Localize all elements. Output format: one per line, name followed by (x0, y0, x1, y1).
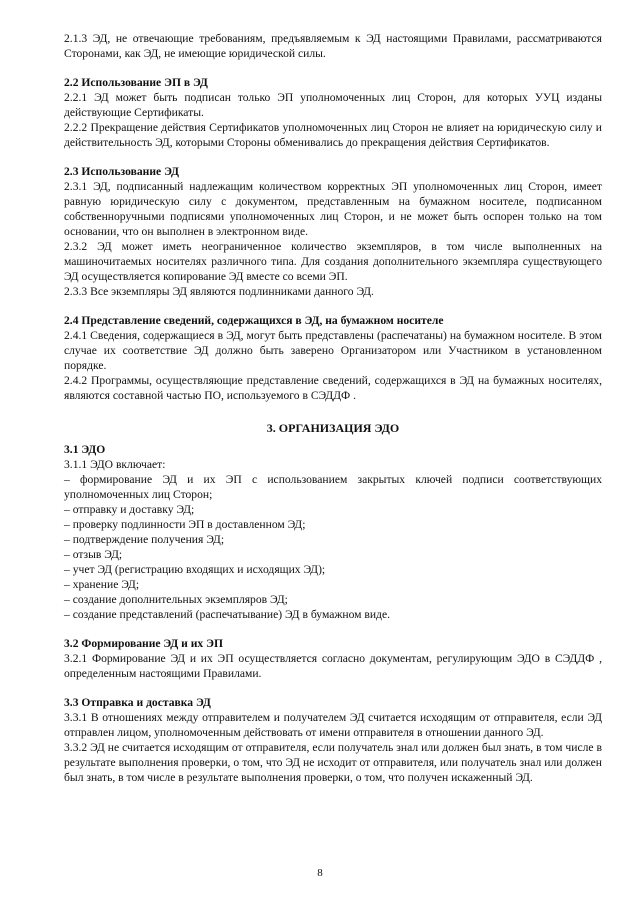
paragraph-2-3-2: 2.3.2 ЭД может иметь неограниченное количество экземпляров, в том числе выполненных на машиночитаемых носителях различного типа. Для создания дополнительного экземпляра существующего ЭД осуществляется копирование ЭД вместе со всеми ЭП. (64, 240, 602, 283)
paragraph-2-3-3: 2.3.3 Все экземпляры ЭД являются подлинниками данного ЭД. (64, 285, 374, 298)
list-item: – подтверждение получения ЭД; (64, 533, 225, 546)
paragraph-2-1-3: 2.1.3 ЭД, не отвечающие требованиям, предъявляемым к ЭД настоящими Правилами, рассматриваются Сторонами, как ЭД, не имеющие юридической силы. (64, 32, 602, 60)
page-number: 8 (317, 867, 323, 879)
list-item: – создание дополнительных экземпляров ЭД; (64, 593, 288, 606)
list-item: – проверку подлинности ЭП в доставленном ЭД; (64, 518, 306, 531)
list-item: – отзыв ЭД; (64, 548, 123, 561)
paragraph-3-1-1: 3.1.1 ЭДО включает: (64, 458, 166, 471)
section-2-2-title: 2.2 Использование ЭП в ЭД (64, 76, 208, 89)
list-item: – формирование ЭД и их ЭП с использованием закрытых ключей подписи соответствующих уполномоченных лиц Сторон; (64, 473, 602, 501)
section-3-2-title: 3.2 Формирование ЭД и их ЭП (64, 637, 224, 650)
page-content (64, 31, 602, 785)
section-3-1-title: 3.1 ЭДО (64, 443, 106, 456)
paragraph-2-4-2: 2.4.2 Программы, осуществляющие представление сведений, содержащихся в ЭД на бумажных носителях, являются составной частью ПО, используемого в СЭДДФ . (64, 374, 602, 402)
paragraph-2-2-1: 2.2.1 ЭД может быть подписан только ЭП уполномоченных лиц Сторон, для которых УУЦ изданы действующие Сертификаты. (64, 91, 602, 119)
list-item: – создание представлений (распечатывание) ЭД в бумажном виде. (64, 608, 390, 621)
list-item: – учет ЭД (регистрацию входящих и исходящих ЭД); (64, 563, 326, 576)
section-2-3-title: 2.3 Использование ЭД (64, 165, 179, 178)
chapter-3-title: 3. ОРГАНИЗАЦИЯ ЭДО (266, 421, 400, 435)
section-3-3-title: 3.3 Отправка и доставка ЭД (64, 696, 211, 709)
paragraph-2-2-2: 2.2.2 Прекращение действия Сертификатов уполномоченных лиц Сторон не влияет на юридическую силу и действительность ЭД, которыми Стороны обменивались до прекращения действия Сертификатов. (64, 121, 602, 149)
paragraph-3-3-2: 3.3.2 ЭД не считается исходящим от отправителя, если получатель знал или должен был знать, в том числе в результате выполнения проверки, о том, что ЭД не исходит от отправителя, или получатель знал или должен был знать, в том числе в результате выполнения проверки, о том, что получен искаженный ЭД. (64, 741, 602, 784)
list-item: – хранение ЭД; (64, 578, 140, 591)
paragraph-3-2-1: 3.2.1 Формирование ЭД и их ЭП осуществляется согласно документам, регулирующим ЭДО в СЭДДФ , определенным настоящими Правилами. (64, 652, 602, 680)
list-item: – отправку и доставку ЭД; (64, 503, 195, 516)
paragraph-2-3-1: 2.3.1 ЭД, подписанный надлежащим количеством корректных ЭП уполномоченных лиц Сторон, имеет равную юридическую силу с документом, представленным на бумажном носителе, подписанном собственноручными подписями уполномоченных лиц Сторон, и не может быть оспорен только на том основании, что он выполнен в электронном виде. (64, 180, 602, 238)
paragraph-3-3-1: 3.3.1 В отношениях между отправителем и получателем ЭД считается исходящим от отправителя, если ЭД отправлен лицом, уполномоченным действовать от имени отправителя в отношении данного ЭД. (64, 711, 602, 739)
paragraph-2-4-1: 2.4.1 Сведения, содержащиеся в ЭД, могут быть представлены (распечатаны) на бумажном носителе. В этом случае их соответствие ЭД должно быть заверено Организатором или Участником в установленном порядке. (64, 329, 602, 372)
section-2-4-title: 2.4 Представление сведений, содержащихся в ЭД, на бумажном носителе (64, 314, 444, 327)
